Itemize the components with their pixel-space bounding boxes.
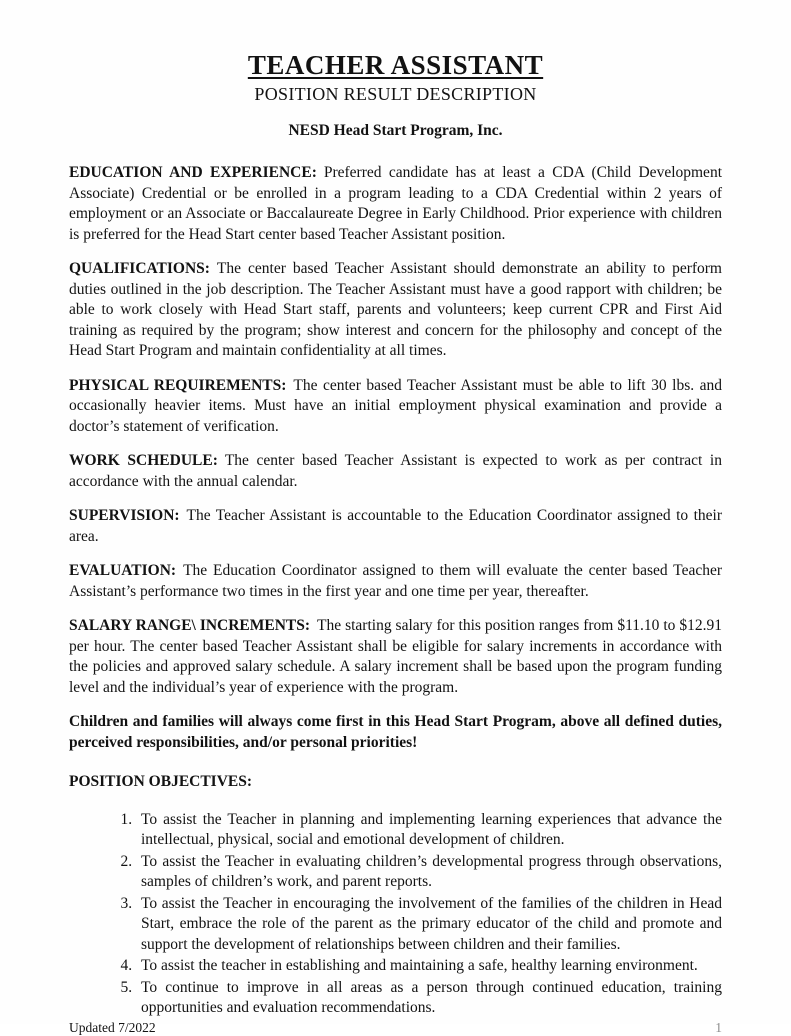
objective-item: 4. To assist the teacher in establishing and maintaining a safe, healthy learning environment. (136, 956, 722, 977)
section-text: Preferred candidate has at least a CDA (Child Development Associate) Credential or be enrolled in a program leading to a CDA Credential within 2 years of employment or an Associate or Baccalaureate Degree in Early Childhood. Prior experience with children is preferred for the Head Start center based Teacher Assistant position. (69, 164, 722, 243)
section-paragraph (69, 616, 722, 698)
objective-item: 5. To continue to improve in all areas as a person through continued education, training opportunities and evaluation recommendations. (136, 978, 722, 1019)
section-paragraph (69, 451, 722, 492)
objective-item: 1. To assist the Teacher in planning and implementing learning experiences that advance the intellectual, physical, social and emotional development of children. (136, 810, 722, 851)
document-header (69, 50, 722, 140)
section-text: The starting salary for this position ranges from $11.10 to $12.91 per hour. The center based Teacher Assistant shall be eligible for salary increments in accordance with the policies and approved salary schedule. A salary increment shall be based upon the program funding level and the individual’s year of experience with the program. (69, 617, 722, 696)
section-paragraph (69, 561, 722, 602)
section-heading: SALARY RANGE\ INCREMENTS: (69, 617, 311, 634)
section-heading: PHYSICAL REQUIREMENTS: (69, 376, 287, 394)
section-text: The center based Teacher Assistant should demonstrate an ability to perform duties outlined in the job description. The Teacher Assistant must have a good rapport with children; be able to work closely with Head Start staff, parents and volunteers; keep current CPR and First Aid training as required by the program; show interest and concern for the philosophy and concept of the Head Start Program and maintain confidentiality at all times. (69, 260, 722, 359)
objective-item: 2. To assist the Teacher in evaluating children’s developmental progress through observations, samples of children’s work, and parent reports. (136, 852, 722, 893)
page-number: 1 (715, 1019, 722, 1035)
section-heading: WORK SCHEDULE: (69, 452, 218, 469)
section-paragraph (69, 259, 722, 362)
section-paragraph (69, 506, 722, 547)
section-heading: EDUCATION AND EXPERIENCE: (69, 164, 317, 181)
objectives-heading: POSITION OBJECTIVES: (69, 773, 253, 790)
document-subtitle: POSITION RESULT DESCRIPTION (254, 84, 537, 104)
objectives-list (115, 810, 722, 1019)
section-paragraph (69, 163, 722, 245)
section-paragraph (69, 376, 722, 438)
section-heading: EVALUATION: (69, 562, 177, 579)
objective-item: 3. To assist the Teacher in encouraging the involvement of the families of the children in Head Start, embrace the role of the parent as the primary educator of the child and promote and support the development of relationships between children and their families. (136, 894, 722, 956)
mission-statement: Children and families will always come first in this Head Start Program, above all defined duties, perceived responsibilities, and/or personal priorities! (69, 713, 722, 751)
updated-date: Updated 7/2022 (69, 1019, 156, 1035)
section-heading: SUPERVISION: (69, 507, 180, 524)
document-title: TEACHER ASSISTANT (247, 50, 544, 80)
document-footer (69, 1020, 722, 1036)
section-text: The center based Teacher Assistant must be able to lift 30 lbs. and occasionally heavier items. Must have an initial employment physical examination and provide a doctor’s statement of verification. (69, 376, 722, 435)
sections-container (69, 163, 722, 698)
document-body (69, 163, 722, 1020)
organization-name: NESD Head Start Program, Inc. (288, 122, 503, 139)
section-text: The center based Teacher Assistant is expected to work as per contract in accordance with the annual calendar. (69, 452, 722, 490)
section-heading: QUALIFICATIONS: (69, 260, 210, 277)
section-text: The Teacher Assistant is accountable to the Education Coordinator assigned to their area. (69, 507, 722, 545)
section-text: The Education Coordinator assigned to them will evaluate the center based Teacher Assistant’s performance two times in the first year and one time per year, thereafter. (69, 562, 722, 600)
